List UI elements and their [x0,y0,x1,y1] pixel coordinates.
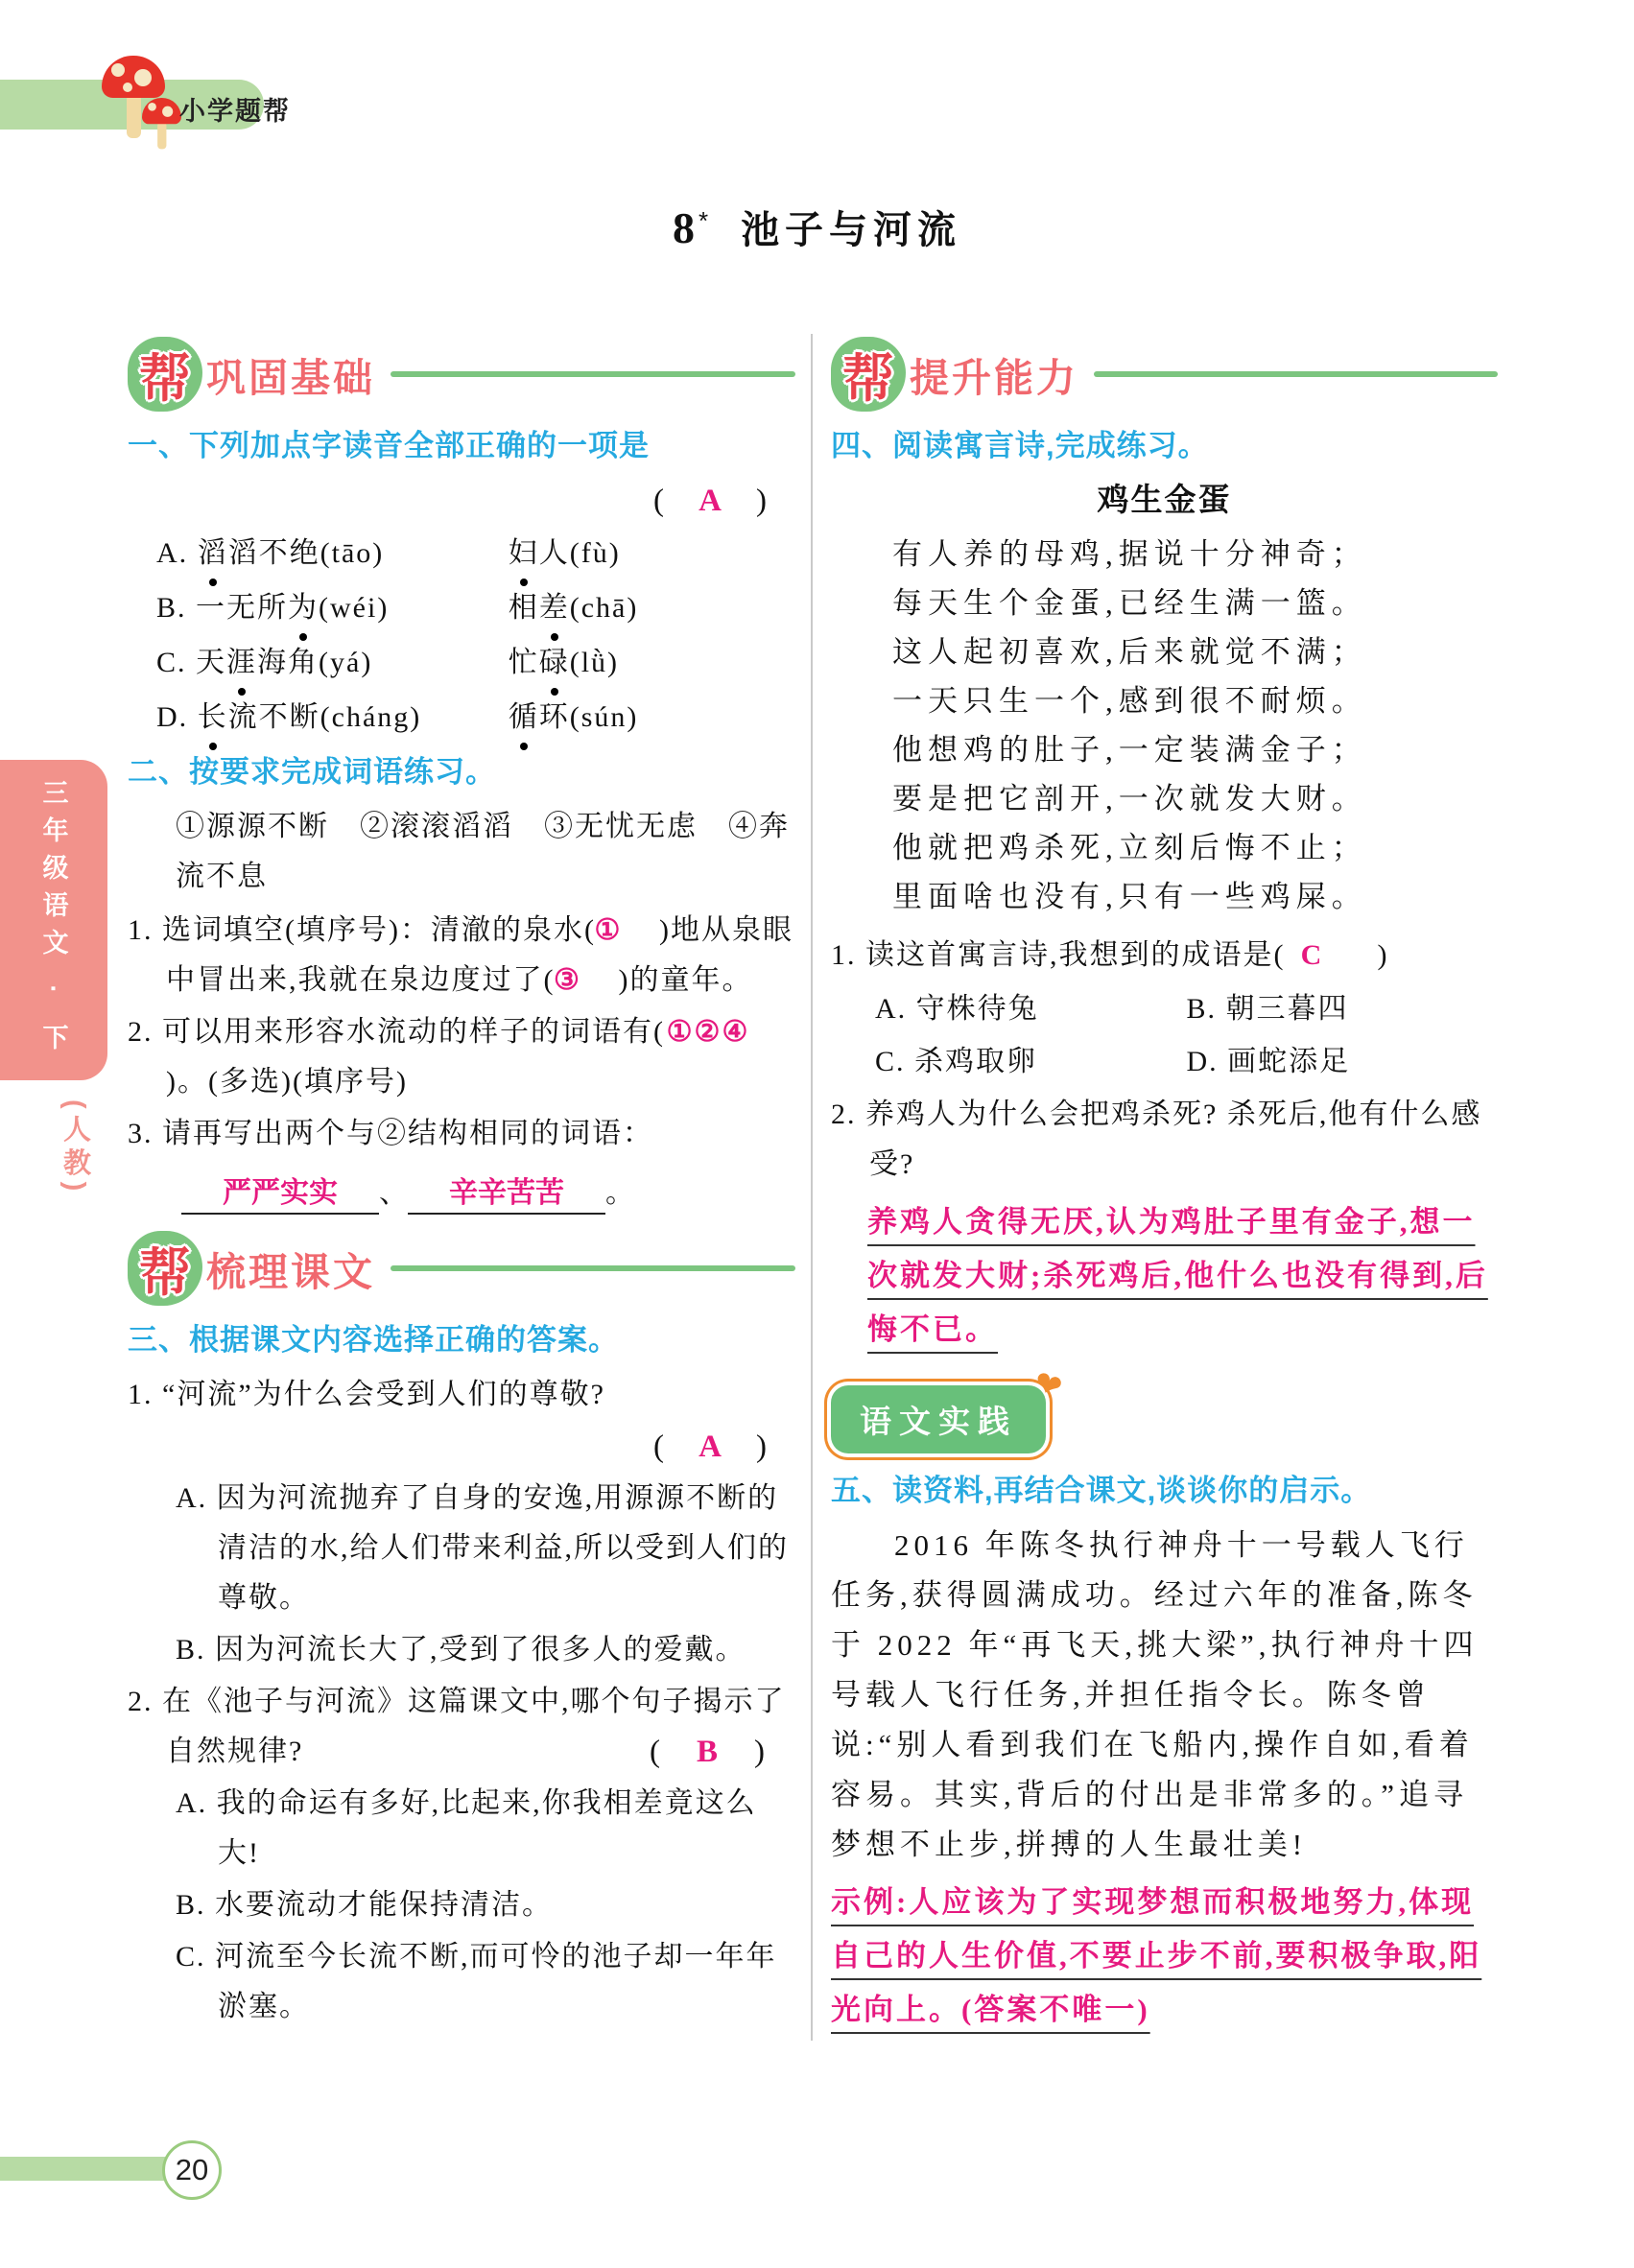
poem [831,530,1498,921]
poem-line: 有人养的母鸡,据说十分神奇； [892,537,1367,571]
q5-reading-paragraph: 2016 年陈冬执行神舟十一号载人飞行任务,获得圆满成功。经过六年的准备,陈冬于 2022 年“再飞天,挑大梁”,执行神舟十四号载人飞行任务,并担任指令长。陈冬曾说:“别人看到我们在飞船内,操作自如,看着容易。其实,背后的付出是非常多的。”追寻梦想不止步,拼搏的人生最壮美! [831,1528,1479,1861]
poem-line: 他就把鸡杀死,立刻后悔不止； [892,831,1367,864]
page-number: 20 [162,2140,222,2200]
mushroom-cap [142,98,181,124]
option-row: C. 河流至今长流不断,而可怜的池子却一年年淤塞。 [176,1941,777,2022]
answer-value: C [1300,939,1324,971]
q3-item1-answer-bracket: ( A ) [128,1422,795,1472]
option-row: B. 水要流动才能保持清洁。 [176,1889,554,1921]
q4-item2-question: 2. 养鸡人为什么会把鸡杀死? 杀死后,他有什么感受? [831,1099,1482,1180]
poem-line: 里面啥也没有,只有一些鸡屎。 [892,880,1367,913]
q3-item2-answer-bracket: ( B ) [650,1727,767,1777]
section-label: 梳理课文 [206,1249,375,1294]
dotted-char: 长 [198,690,228,744]
q2-item3-blanks: 严严实实 、 辛辛苦苦 。 [181,1169,795,1215]
poem-line: 这人起初喜欢,后来就觉不满； [892,635,1367,669]
section-rule [1094,371,1498,377]
option-cell: C. 杀鸡取卵 [875,1046,1038,1077]
help-badge-icon: 帮 [128,1231,202,1306]
answer-value: ①②④ [666,1016,750,1048]
lesson-star: * [698,206,709,235]
option-row: D. 长流不断(cháng) 循环(sún) [128,690,795,744]
dotted-char: 妇 [509,526,539,580]
poem-line: 要是把它剖开,一次就发大财。 [892,782,1367,815]
question2-heading: 二、按要求完成词语练习。 [128,755,496,789]
q3-item2-question: 2. 在《池子与河流》这篇课文中,哪个句子揭示了自然规律? ( B ) [128,1677,795,1777]
word-bank: ①源源不断 ②滚滚滔滔 ③无忧无虑 ④奔流不息 [176,811,790,892]
page-number-bar [0,2157,167,2181]
answer-value: ① [594,914,623,946]
q4-item1: 1. 读这首寓言诗,我想到的成语是( C ) [831,931,1498,980]
option-row: C. 天涯海角(yá) 忙碌(lǜ) [128,635,795,690]
section-rule [391,1265,795,1271]
dotted-char: 循 [509,690,539,744]
q2-item2: 2. 可以用来形容水流动的样子的词语有(①②④)。(多选)(填序号) [128,1007,795,1107]
answer-value: A [699,484,722,518]
mushroom-icon [142,98,181,149]
answer-blank: 严严实实 [181,1169,379,1215]
option-cell: A. 守株待兔 [875,993,1039,1025]
poem-line: 一天只生一个,感到很不耐烦。 [892,684,1367,718]
help-badge-icon: 帮 [831,337,906,412]
answer-value: B [696,1735,720,1769]
answer-value: A [699,1429,722,1464]
mushroom-stem [127,94,141,138]
section-rule [391,371,795,377]
dotted-char: 碌 [539,635,570,690]
option-row: B. 一无所为(wéi) 相差(chā) [128,580,795,635]
q4-item2-answer: 养鸡人贪得无厌,认为鸡肚子里有金子,想一次就发大财;杀死鸡后,他什么也没有得到,后悔不已。 [867,1205,1488,1346]
question1-answer-bracket: ( A ) [128,476,795,526]
lesson-number: 8 [672,203,695,252]
poem-line: 他想鸡的肚子,一定装满金子； [892,733,1367,767]
question3-heading: 三、根据课文内容选择正确的答案。 [128,1323,619,1357]
option-cell: D. 画蛇添足 [1186,1046,1351,1077]
dotted-char: 涯 [226,635,257,690]
section-header-improve [831,334,1498,414]
option-row: A. 滔滔不绝(tāo) 妇人(fù) [128,526,795,580]
lesson-title [0,200,1634,254]
poem-line: 每天生个金蛋,已经生满一篮。 [892,586,1367,620]
q3-item1-question: 1. “河流”为什么会受到人们的尊敬? [128,1379,605,1410]
section-header-organize [128,1228,795,1309]
content-columns [128,334,1498,2041]
mushroom-stem [157,122,166,150]
question4-heading: 四、阅读寓言诗,完成练习。 [831,429,1209,462]
section-label: 提升能力 [910,355,1078,400]
answer-blank: 辛辛苦苦 [408,1169,605,1215]
section-label: 巩固基础 [206,355,375,400]
option-row: A. 因为河流抛弃了自身的安逸,用源源不断的清洁的水,给人们带来利益,所以受到人们的尊敬。 [176,1482,789,1614]
practice-badge [831,1363,1067,1453]
dotted-char: 差 [539,580,570,635]
question5-heading: 五、读资料,再结合课文,谈谈你的启示。 [831,1474,1372,1507]
lesson-name: 池子与河流 [741,209,962,251]
sidebar-grade-label: 三年级语文 · 下 [38,779,68,1061]
dotted-char: 滔 [198,526,228,580]
q5-answer: 示例:人应该为了实现梦想而积极地努力,体现自己的人生价值,不要止步不前,要积极争取,阳光向上。(答案不唯一) [831,1885,1482,2026]
poem-title: 鸡生金蛋 [1097,482,1232,517]
left-column [128,334,813,2041]
q4-item1-options [875,982,1498,1088]
answer-value: ③ [554,964,581,996]
heart-icon: ❤ [1029,1363,1067,1407]
q2-item1: 1. 选词填空(填序号)：清澈的泉水(① )地从泉眼中冒出来,我就在泉边度过了(③ )的童年。 [128,906,795,1005]
sidebar-grade-tab [0,760,107,1080]
option-row: A. 我的命运有多好,比起来,你我相差竟这么大! [176,1787,757,1869]
option-cell: B. 朝三暮四 [1186,993,1349,1025]
mushroom-cap [102,56,165,98]
option-row: B. 因为河流长大了,受到了很多人的爱戴。 [176,1634,746,1666]
section-header-consolidate [128,334,795,414]
brand-name: 小学题帮 [179,97,291,126]
dotted-char: 为 [288,580,319,635]
help-badge-icon: 帮 [128,337,202,412]
q2-item3: 3. 请再写出两个与②结构相同的词语： [128,1118,653,1149]
right-column [813,334,1498,2041]
practice-badge-label: 语文实践 [831,1385,1046,1453]
question1-heading: 一、下列加点字读音全部正确的一项是 [128,429,650,462]
sidebar-publisher-label: (人教) [59,1099,90,1197]
